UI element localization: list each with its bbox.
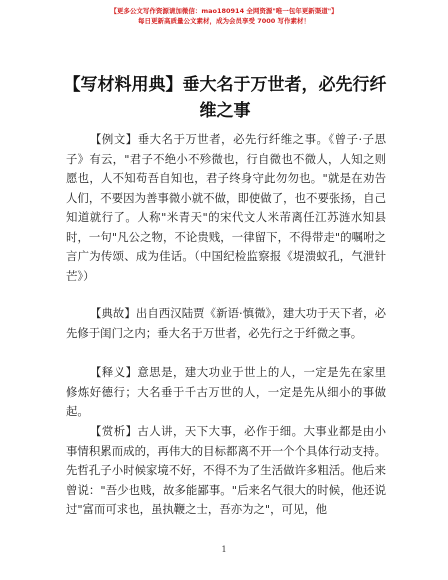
header-banner — [0, 6, 448, 26]
paragraph-explanation: 【释义】意思是，建大功业于世上的人，一定是先在家里修炼好德行；大名垂于千古万世的人，一定是先从细小的事做起。 — [66, 365, 386, 418]
page-number: 1 — [221, 545, 227, 554]
banner-line-2: 每日更新高质量公文素材，成为会员享受 7000 写作素材！ — [137, 17, 311, 25]
paragraph-example: 【例文】垂大名于万世者，必先行纤维之事。《曾子·子思子》有云，"君子不绝小不殄微也，行自微也不微人，人知之则愿也，人不知苟吾自知也，君子终身守此勿勿也。"就是在劝告人们，不要因为善事微小就不做，即使做了，也不要张扬，自己知道就行了。人称"米青天"的宋代文人米芾离任江苏涟水知县时，一句"凡公之物，不论贵贱，一律留下，不得带走"的嘱咐之言广为传颂、成为佳话。（中国纪检监察报《堤溃蚁孔，气泄针芒》） — [66, 132, 386, 283]
paragraph-allusion: 【典故】出自西汉陆贾《新语·慎微》，建大功于天下者，必先修于闺门之内；垂大名于万世者，必先行之于纤微之事。 — [66, 306, 386, 340]
document-title: 【写材料用典】垂大名于万世者，必先行纤维之事 — [63, 75, 387, 121]
paragraph-appreciation: 【赏析】古人讲，天下大事，必作于细。大事业都是由小事情积累而成的，再伟大的目标都离不开一个个具体行动支持。先哲孔子小时候家境不好，不得不为了生活做许多粗活。他后来曾说："吾少也贱，故多能鄙事。"后来名气很大的时候，他还说过"富而可求也，虽执鞭之士，吾亦为之"，可见，他 — [66, 424, 386, 516]
banner-line-1: 【更多公文写作资源请加微信：mao180914 全网资源"唯一包年更新渠道"】 — [110, 7, 338, 15]
